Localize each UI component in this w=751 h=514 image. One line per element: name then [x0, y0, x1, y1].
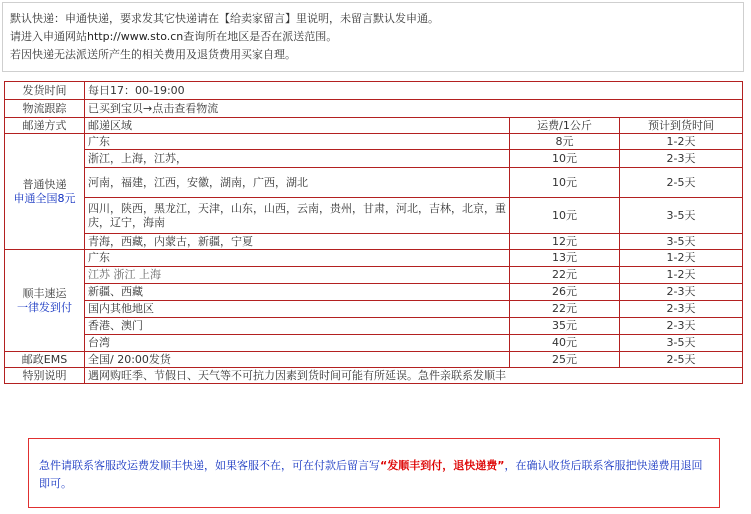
sto-website-link[interactable]: http://www.sto.cn	[87, 30, 184, 43]
tracking-label: 物流跟踪	[5, 100, 85, 118]
normal-express-price-label: 申通全国8元	[13, 191, 76, 205]
region-cell: 香港、澳门	[85, 318, 510, 335]
ems-label: 邮政EMS	[5, 352, 85, 368]
ship-time-row	[5, 82, 743, 100]
normal-express-label: 普通快递	[22, 177, 67, 191]
table-row	[5, 234, 743, 250]
urgent-text-part1: 急件请联系客服改运费发顺丰快递，如果客服不在，可在付款后留言写	[39, 459, 380, 472]
sf-cod-label: 一律发到付	[17, 300, 72, 314]
notice-line-2-prefix: 请进入申通网站	[10, 30, 87, 43]
fee-cell: 26元	[510, 284, 620, 301]
ems-region: 全国/ 20:00发货	[85, 352, 510, 368]
urgent-shipping-notice	[28, 438, 720, 508]
eta-cell: 2-3天	[620, 301, 743, 318]
header-fee: 运费/1公斤	[510, 118, 620, 134]
region-cell: 江苏 浙江 上海	[85, 267, 510, 284]
eta-cell: 3-5天	[620, 335, 743, 352]
region-cell: 青海，西藏，内蒙古，新疆，宁夏	[85, 234, 510, 250]
tracking-link[interactable]: 已买到宝贝→点击查看物流	[85, 100, 743, 118]
table-row	[5, 250, 743, 267]
notice-line-1: 默认快递：申通快递，要求发其它快递请在【给卖家留言】里说明，未留言默认发申通。	[10, 12, 439, 25]
fee-cell: 8元	[510, 134, 620, 150]
region-cell: 浙江，上海，江苏，	[85, 150, 510, 168]
fee-cell: 40元	[510, 335, 620, 352]
eta-cell: 2-3天	[620, 318, 743, 335]
urgent-text-part2: ，在确认收货后联系客服把快递费用退回即可。	[39, 459, 703, 490]
region-cell: 国内其他地区	[85, 301, 510, 318]
urgent-highlight: “发顺丰到付，退快递费”	[380, 459, 505, 472]
ems-row	[5, 352, 743, 368]
normal-express-cell	[5, 134, 85, 250]
default-shipping-notice	[2, 2, 744, 72]
eta-cell: 1-2天	[620, 134, 743, 150]
region-cell: 台湾	[85, 335, 510, 352]
eta-cell: 2-3天	[620, 284, 743, 301]
table-row	[5, 134, 743, 150]
ems-fee: 25元	[510, 352, 620, 368]
table-row	[5, 267, 743, 284]
eta-cell: 2-3天	[620, 150, 743, 168]
eta-cell: 1-2天	[620, 250, 743, 267]
table-row	[5, 198, 743, 234]
fee-cell: 22元	[510, 301, 620, 318]
table-row	[5, 301, 743, 318]
eta-cell: 3-5天	[620, 198, 743, 234]
header-region: 邮递区域	[85, 118, 510, 134]
eta-cell: 2-5天	[620, 168, 743, 198]
ship-time-label: 发货时间	[5, 82, 85, 100]
ems-eta: 2-5天	[620, 352, 743, 368]
sf-express-label: 顺丰速运	[22, 286, 67, 300]
table-row	[5, 168, 743, 198]
eta-cell: 1-2天	[620, 267, 743, 284]
region-cell: 广东	[85, 250, 510, 267]
fee-cell: 35元	[510, 318, 620, 335]
shipping-table	[4, 81, 743, 384]
tracking-row	[5, 100, 743, 118]
region-cell: 新疆、西藏	[85, 284, 510, 301]
fee-cell: 12元	[510, 234, 620, 250]
region-cell: 河南，福建，江西，安徽，湖南，广西，湖北	[85, 168, 510, 198]
fee-cell: 13元	[510, 250, 620, 267]
table-header-row	[5, 118, 743, 134]
table-row	[5, 335, 743, 352]
fee-cell: 10元	[510, 198, 620, 234]
sf-express-cell	[5, 250, 85, 352]
fee-cell: 22元	[510, 267, 620, 284]
fee-cell: 10元	[510, 150, 620, 168]
notice-line-2	[10, 29, 743, 44]
eta-cell: 3-5天	[620, 234, 743, 250]
special-note-value: 遇网购旺季、节假日、天气等不可抗力因素到货时间可能有所延误。急件亲联系发顺丰	[85, 368, 743, 384]
header-method: 邮递方式	[5, 118, 85, 134]
notice-line-2-suffix: 查询所在地区是否在派送范围。	[183, 30, 338, 43]
special-note-row	[5, 368, 743, 384]
table-row	[5, 318, 743, 335]
table-row	[5, 284, 743, 301]
table-row	[5, 150, 743, 168]
fee-cell: 10元	[510, 168, 620, 198]
region-cell: 广东	[85, 134, 510, 150]
header-eta: 预计到货时间	[620, 118, 743, 134]
special-note-label: 特别说明	[5, 368, 85, 384]
notice-line-3: 若因快递无法派送所产生的相关费用及退货费用买家自理。	[10, 48, 296, 61]
ship-time-value: 每日17：00-19:00	[85, 82, 743, 100]
region-cell: 四川，陕西，黑龙江，天津，山东，山西，云南，贵州，甘肃，河北，吉林，北京，重庆，辽宁，海南	[85, 198, 510, 234]
